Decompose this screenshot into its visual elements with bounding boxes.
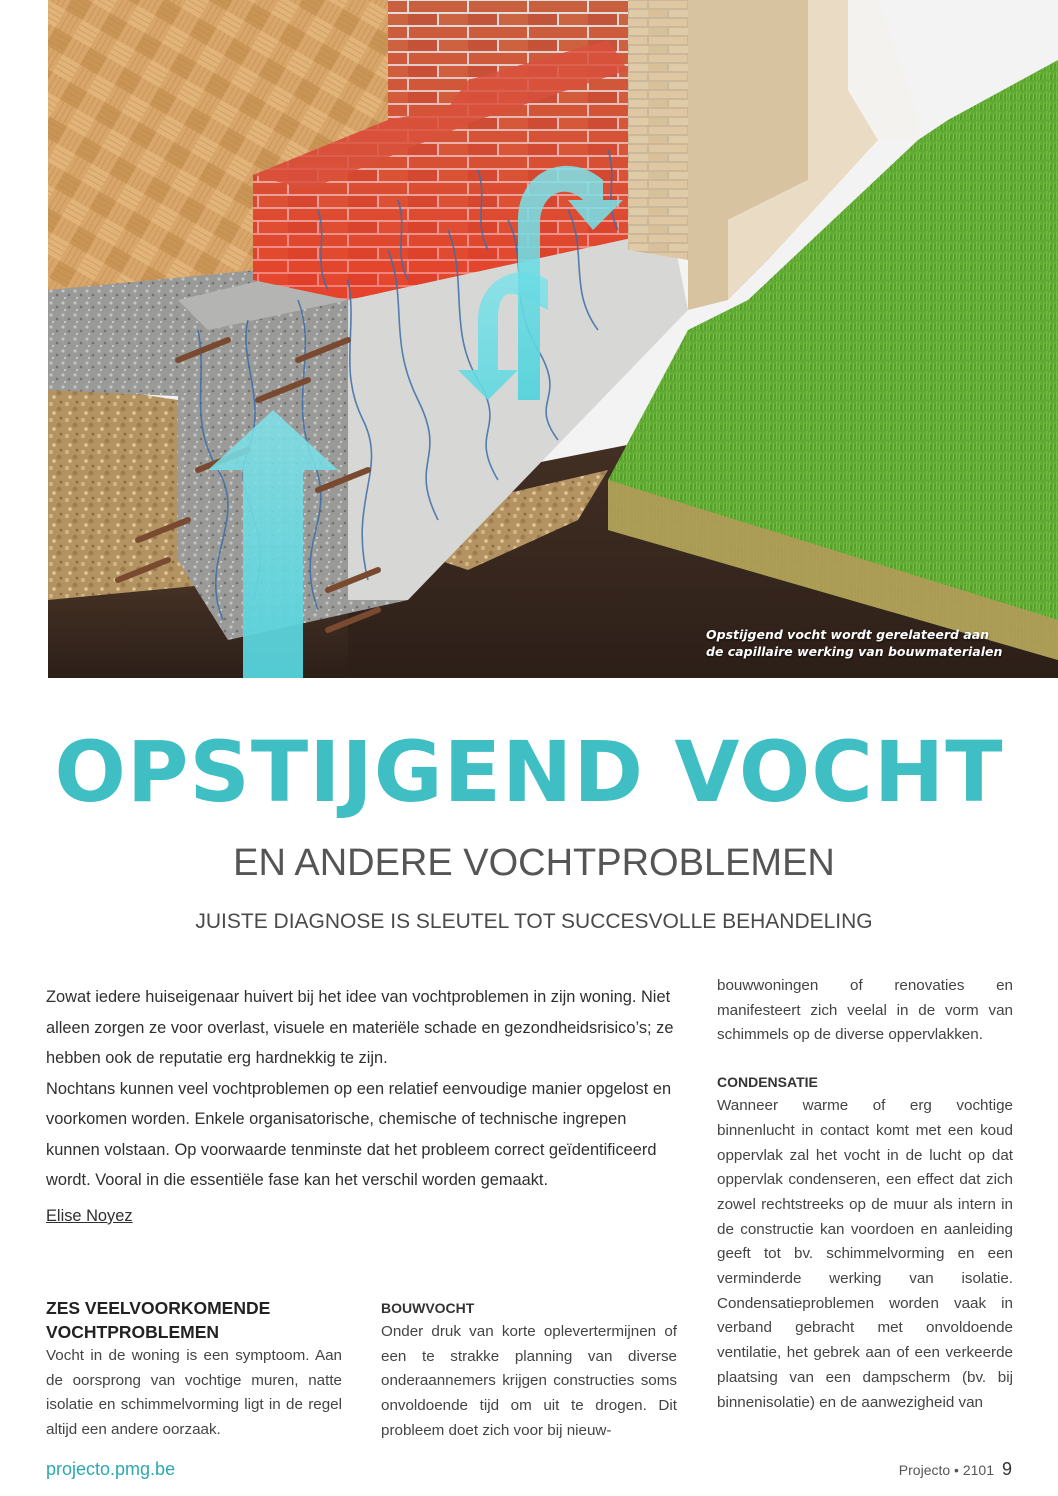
section-heading-condensatie: CONDENSATIE (717, 1074, 818, 1091)
foundation-cross-section-image (48, 0, 1058, 678)
intro-paragraph-2: Nochtans kunnen veel vochtproblemen op een relatief eenvoudige manier opgelost en voorkomen worden. Enkele organisatorische, chemische of technische ingrepen kunnen volstaan. Op voorwaarde tenminste dat het probleem correct geïdentificeerd wordt. Vooral in die essentiële fase kan het verschil worden gemaakt. (46, 1079, 672, 1189)
article-subtitle: EN ANDERE VOCHTPROBLEMEN (233, 842, 835, 884)
article-tagline: JUISTE DIAGNOSE IS SLEUTEL TOT SUCCESVOLLE BEHANDELING (195, 910, 873, 933)
section-text-condensatie: Wanneer warme of erg vochtige binnenlucht in contact komt met een koud oppervlak zal het vocht in de lucht op dat oppervlak condenseren, een effect dat zich zowel rechtstreeks op de muur als intern in de constructie kan voordoen en aanleiding geeft tot bv. schimmelvorming en een verminderde werking van isolatie. Condensatieproblemen worden vaak in verband gebracht met onvoldoende ventilatie, het gebrek aan of een verkeerde plaatsing van een dampscherm (bv. bij binnenisolatie) en de aanwezigheid van (717, 1097, 1013, 1411)
caption-line-1: Opstijgend vocht wordt gerelateerd aan (706, 627, 990, 642)
column-3 (717, 974, 1013, 1415)
intro-paragraph-1: Zowat iedere huiseigenaar huivert bij het idee van vochtproblemen in zijn woning. Niet alleen zorgen ze voor overlast, visuele en materiële schade en gezondheidsrisico’s; ze hebben ook de reputatie erg hardnekkig te zijn. (46, 988, 674, 1067)
section-text-vochtproblemen: Vocht in de woning is een symptoom. Aan de oorsprong van vochtige muren, natte isolatie en schimmelvorming ligt in de regel altijd een andere oorzaak. (46, 1347, 342, 1439)
page-footer (899, 1457, 1012, 1482)
column-1 (46, 1296, 342, 1443)
hero-illustration (48, 0, 1058, 678)
publication-label: Projecto • 2101 (898, 1462, 994, 1478)
column-2 (381, 1296, 677, 1444)
page-number: 9 (1001, 1459, 1012, 1479)
author-link[interactable]: Elise Noyez (46, 1207, 133, 1225)
website-link[interactable]: projecto.pmg.be (46, 1459, 176, 1479)
section-text-bouwvocht: Onder druk van korte oplevertermijnen of een te strakke planning van diverse onderaannemers krijgen constructies soms onvoldoende tijd om uit te drogen. Dit probleem doet zich voor bij nieuw- (381, 1323, 677, 1439)
intro-block (46, 982, 676, 1196)
article-title: OPSTIJGEND VOCHT (54, 723, 1004, 821)
section-heading-bouwvocht: BOUWVOCHT (381, 1300, 475, 1316)
section-heading-vochtproblemen: ZES VEELVOORKOMENDE VOCHTPROBLEMEN (46, 1298, 271, 1342)
caption-line-2: de capillaire werking van bouwmaterialen (706, 644, 1003, 659)
section-text-bouwvocht-continued: bouwwoningen of renovaties en manifesteert zich veelal in de vorm van schimmels op de diverse oppervlakken. (717, 977, 1013, 1044)
image-caption (706, 626, 1046, 660)
